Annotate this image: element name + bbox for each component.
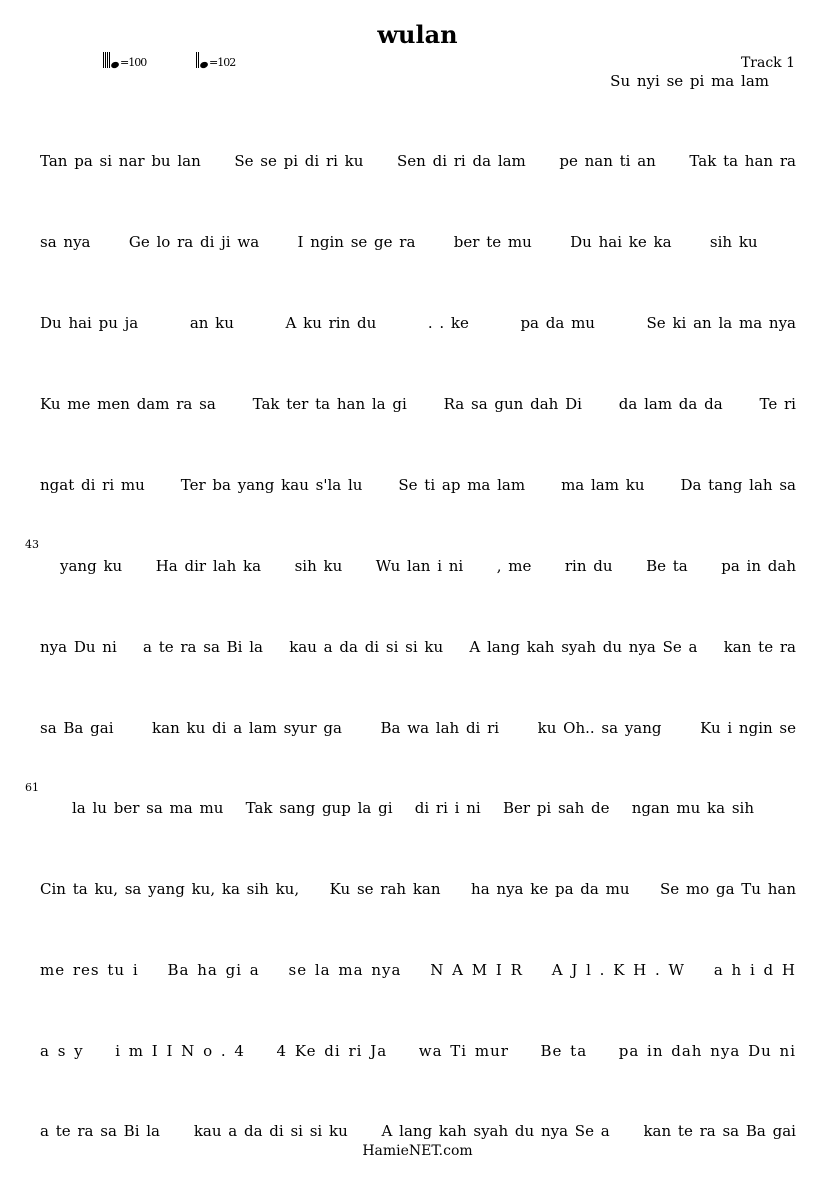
lyric-syllable: yang ku — [60, 557, 123, 575]
lyric-syllable: sih ku — [709, 233, 758, 251]
lyric-syllable: Sen di ri da lam — [397, 152, 526, 170]
lyric-syllable: la lu ber sa ma mu — [72, 799, 224, 817]
lyric-syllable: ngat di ri mu — [40, 476, 145, 494]
lyric-syllable: Ku se rah kan — [329, 880, 441, 898]
lyric-syllable: i m I I N o . 4 — [115, 1042, 245, 1060]
lyric-line-1 — [40, 152, 796, 170]
measure-number: 43 — [25, 538, 39, 551]
lyric-syllable: Ha dir lah ka — [155, 557, 262, 575]
lyric-line-8 — [40, 719, 796, 737]
lyric-syllable: Te ri — [759, 395, 796, 413]
lyric-syllable: N A M I R — [430, 961, 523, 979]
track-label: Track 1 — [740, 55, 795, 71]
lyric-syllable: di ri i ni — [414, 799, 481, 817]
lyric-line-12 — [40, 1042, 796, 1060]
lyric-syllable: Ber pi sah de — [502, 799, 610, 817]
lyric-syllable: Ra sa gun dah Di — [443, 395, 582, 413]
quarter-note-icon — [199, 61, 209, 69]
lyric-syllable: Cin ta ku, sa yang ku, ka sih ku, — [40, 880, 300, 898]
lyric-syllable: ber te mu — [453, 233, 532, 251]
note-stems-icon — [196, 52, 199, 68]
tempo-mark-2 — [196, 52, 235, 68]
lyric-line-6 — [60, 557, 796, 575]
lyric-syllable: da lam da da — [618, 395, 723, 413]
lyric-syllable: rin du — [564, 557, 613, 575]
lyric-syllable: pe nan ti an — [559, 152, 656, 170]
lyric-syllable: Be ta — [646, 557, 688, 575]
lyric-syllable: a te ra sa Bi la — [40, 1122, 161, 1140]
quarter-note-icon — [110, 61, 120, 69]
lyric-syllable: kan te ra — [723, 638, 796, 656]
lyric-syllable: nya Du ni — [40, 638, 117, 656]
lyric-syllable: a h i d H — [713, 961, 796, 979]
lyric-syllable: kan te ra sa Ba gai — [643, 1122, 796, 1140]
lyric-syllable: A J l . K H . W — [551, 961, 685, 979]
lyric-syllable: sih ku — [294, 557, 343, 575]
tempo-value-2: =102 — [209, 56, 236, 69]
lyric-line-0 — [610, 72, 769, 90]
lyric-line-11 — [40, 961, 796, 979]
lyric-syllable: Se ki an la ma nya — [646, 314, 796, 332]
lyric-syllable: a te ra sa Bi la — [142, 638, 263, 656]
lyric-syllable: Ba wa lah di ri — [380, 719, 500, 737]
lyric-syllable: Ku i ngin se — [700, 719, 796, 737]
lyric-syllable: Ku me men dam ra sa — [40, 395, 216, 413]
lyric-syllable: Ter ba yang kau s'la lu — [180, 476, 363, 494]
lyric-syllable: Be ta — [540, 1042, 588, 1060]
lyric-syllable: se la ma nya — [288, 961, 402, 979]
lyric-syllable: Du hai pu ja — [40, 314, 139, 332]
tempo-value-1: =100 — [120, 56, 147, 69]
lyric-syllable: Tak ta han ra — [689, 152, 796, 170]
lyric-syllable: A lang kah syah du nya Se a — [381, 1122, 610, 1140]
lyric-syllable: . . ke — [427, 314, 469, 332]
song-title: wulan — [377, 20, 458, 49]
footer-credit: HamieNET.com — [362, 1143, 473, 1159]
lyric-syllable: a s y — [40, 1042, 84, 1060]
lyric-syllable: Ge lo ra di ji wa — [128, 233, 260, 251]
tempo-mark-1 — [103, 52, 146, 68]
lyric-syllable: A lang kah syah du nya Se a — [469, 638, 698, 656]
measure-number: 61 — [25, 781, 39, 794]
lyric-line-3 — [40, 314, 796, 332]
lyric-syllable: me res tu i — [40, 961, 139, 979]
lyric-syllable: Tak ter ta han la gi — [252, 395, 407, 413]
lyric-syllable: an ku — [189, 314, 234, 332]
lyric-syllable: , me — [496, 557, 532, 575]
lyric-syllable: Su nyi se pi ma lam — [610, 72, 769, 90]
lyric-syllable: sa nya — [40, 233, 91, 251]
lyric-syllable: ku Oh.. sa yang — [537, 719, 662, 737]
lyric-line-10 — [40, 880, 796, 898]
lyric-syllable: Se ti ap ma lam — [398, 476, 526, 494]
lyric-line-4 — [40, 395, 796, 413]
note-stems-icon — [103, 52, 110, 68]
lyric-syllable: wa Ti mur — [418, 1042, 509, 1060]
lyric-line-13 — [40, 1122, 796, 1140]
lyric-syllable: Se mo ga Tu han — [660, 880, 796, 898]
lyric-line-2 — [40, 233, 796, 251]
lyric-line-7 — [40, 638, 796, 656]
lyric-line-9 — [72, 799, 754, 817]
lyric-syllable: kan ku di a lam syur ga — [152, 719, 342, 737]
lyric-line-5 — [40, 476, 796, 494]
lyric-syllable: ngan mu ka sih — [631, 799, 754, 817]
lyric-syllable: kau a da di si si ku — [193, 1122, 348, 1140]
lyric-syllable: Da tang lah sa — [680, 476, 796, 494]
lyric-syllable: pa da mu — [520, 314, 595, 332]
lyric-syllable: Se se pi di ri ku — [234, 152, 364, 170]
lyric-syllable: Wu lan i ni — [375, 557, 464, 575]
lyric-syllable: I ngin se ge ra — [297, 233, 416, 251]
lyric-syllable: 4 Ke di ri Ja — [276, 1042, 388, 1060]
lyric-syllable: kau a da di si si ku — [289, 638, 444, 656]
lyric-syllable: pa in dah nya Du ni — [618, 1042, 796, 1060]
lyric-syllable: ma lam ku — [561, 476, 645, 494]
lyric-syllable: Ba ha gi a — [167, 961, 260, 979]
lyric-syllable: A ku rin du — [285, 314, 377, 332]
lyric-syllable: Tan pa si nar bu lan — [40, 152, 201, 170]
lyric-syllable: pa in dah — [721, 557, 796, 575]
lyric-syllable: Du hai ke ka — [570, 233, 672, 251]
lyric-syllable: Tak sang gup la gi — [245, 799, 393, 817]
lyric-syllable: ha nya ke pa da mu — [471, 880, 630, 898]
lyric-syllable: sa Ba gai — [40, 719, 114, 737]
